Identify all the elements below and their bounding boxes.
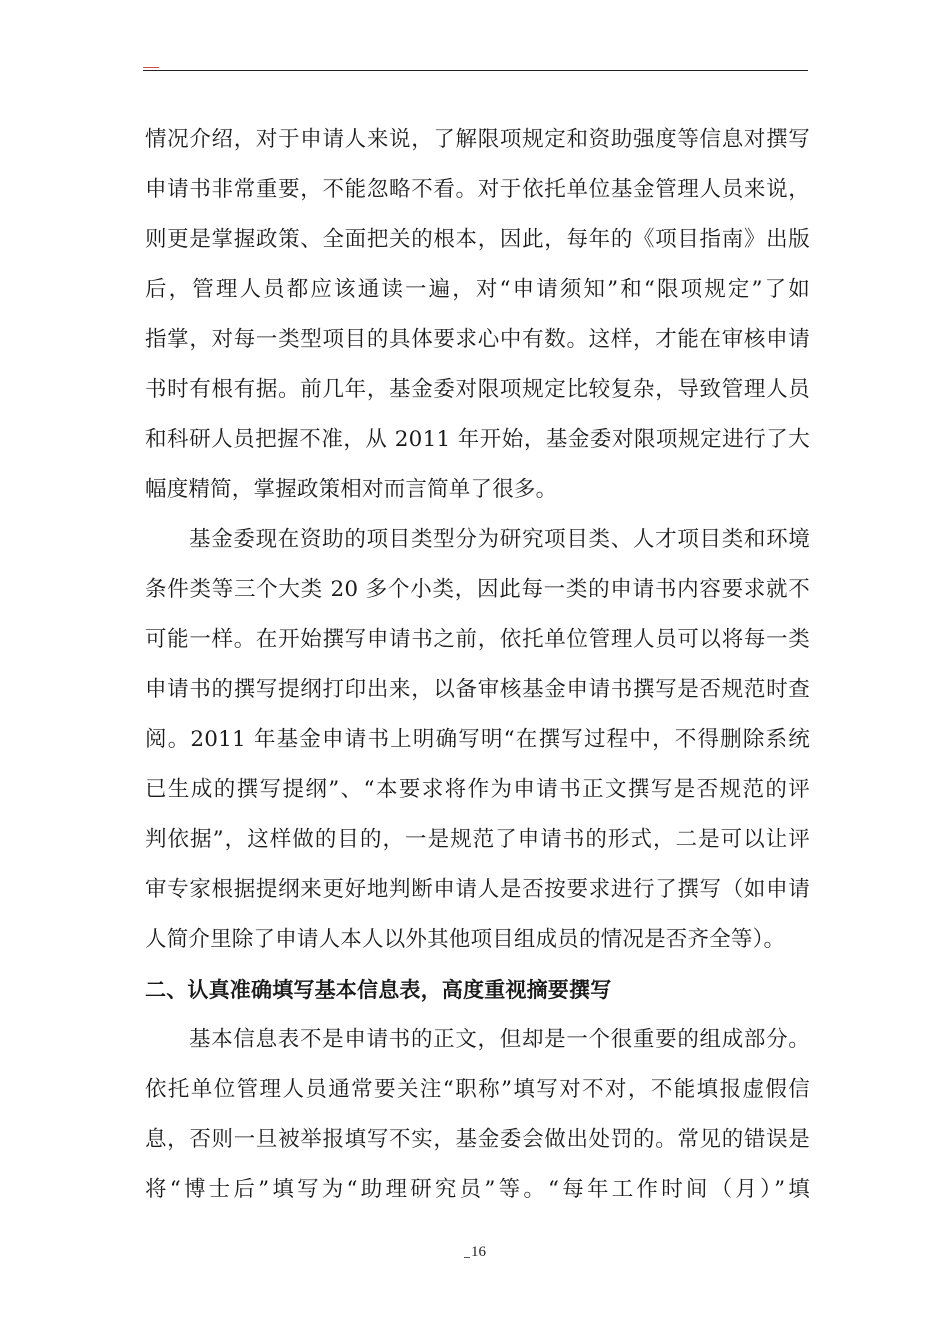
header-rule <box>143 70 808 71</box>
text-line: 人简介里除了申请人本人以外其他项目组成员的情况是否齐全等）。 <box>145 927 786 952</box>
page-number-text: 16 <box>471 1244 486 1260</box>
text-line: 则更是掌握政策、全面把关的根本，因此，每年的《项目指南》出版 <box>145 227 810 252</box>
text-line: 情况介绍，对于申请人来说，了解限项规定和资助强度等信息对撰写 <box>145 127 810 152</box>
paragraph <box>145 1015 810 1215</box>
text-line: 基本信息表不是申请书的正文，但却是一个很重要的组成部分。 <box>189 1027 810 1052</box>
text-line: 依托单位管理人员通常要关注“职称”填写对不对，不能填报虚假信 <box>145 1077 810 1102</box>
document-body <box>145 115 810 1215</box>
text-line: 幅度精简，掌握政策相对而言简单了很多。 <box>145 477 558 502</box>
text-line: 判依据”，这样做的目的，一是规范了申请书的形式，二是可以让评 <box>145 827 810 852</box>
text-line: 书时有根有据。前几年，基金委对限项规定比较复杂，导致管理人员 <box>145 377 810 402</box>
page-number-tick <box>464 1257 470 1258</box>
page-number <box>0 1244 950 1261</box>
text-line: 阅。2011 年基金申请书上明确写明“在撰写过程中，不得删除系统 <box>145 727 810 752</box>
paragraph <box>145 515 810 965</box>
text-line: 后，管理人员都应该通读一遍，对“申请须知”和“限项规定”了如 <box>145 277 810 302</box>
text-line: 审专家根据提纲来更好地判断申请人是否按要求进行了撰写（如申请 <box>145 877 810 902</box>
text-line: 和科研人员把握不准，从 2011 年开始，基金委对限项规定进行了大 <box>145 427 810 452</box>
section-heading <box>145 965 810 1015</box>
text-line: 已生成的撰写提纲”、“本要求将作为申请书正文撰写是否规范的评 <box>145 777 810 802</box>
text-line: 将“博士后”填写为“助理研究员”等。“每年工作时间（月）”填 <box>145 1177 810 1202</box>
text-line: 可能一样。在开始撰写申请书之前，依托单位管理人员可以将每一类 <box>145 627 810 652</box>
paragraph <box>145 115 810 515</box>
heading-text: 二、认真准确填写基本信息表，高度重视摘要撰写 <box>145 978 612 1002</box>
header-mark <box>143 67 159 68</box>
text-line: 息，否则一旦被举报填写不实，基金委会做出处罚的。常见的错误是 <box>145 1127 810 1152</box>
text-line: 申请书非常重要，不能忽略不看。对于依托单位基金管理人员来说， <box>145 177 810 202</box>
text-line: 指掌，对每一类型项目的具体要求心中有数。这样，才能在审核申请 <box>145 327 810 352</box>
text-line: 条件类等三个大类 20 多个小类，因此每一类的申请书内容要求就不 <box>145 577 810 602</box>
text-line: 申请书的撰写提纲打印出来，以备审核基金申请书撰写是否规范时查 <box>145 677 810 702</box>
text-line: 基金委现在资助的项目类型分为研究项目类、人才项目类和环境 <box>189 527 810 552</box>
